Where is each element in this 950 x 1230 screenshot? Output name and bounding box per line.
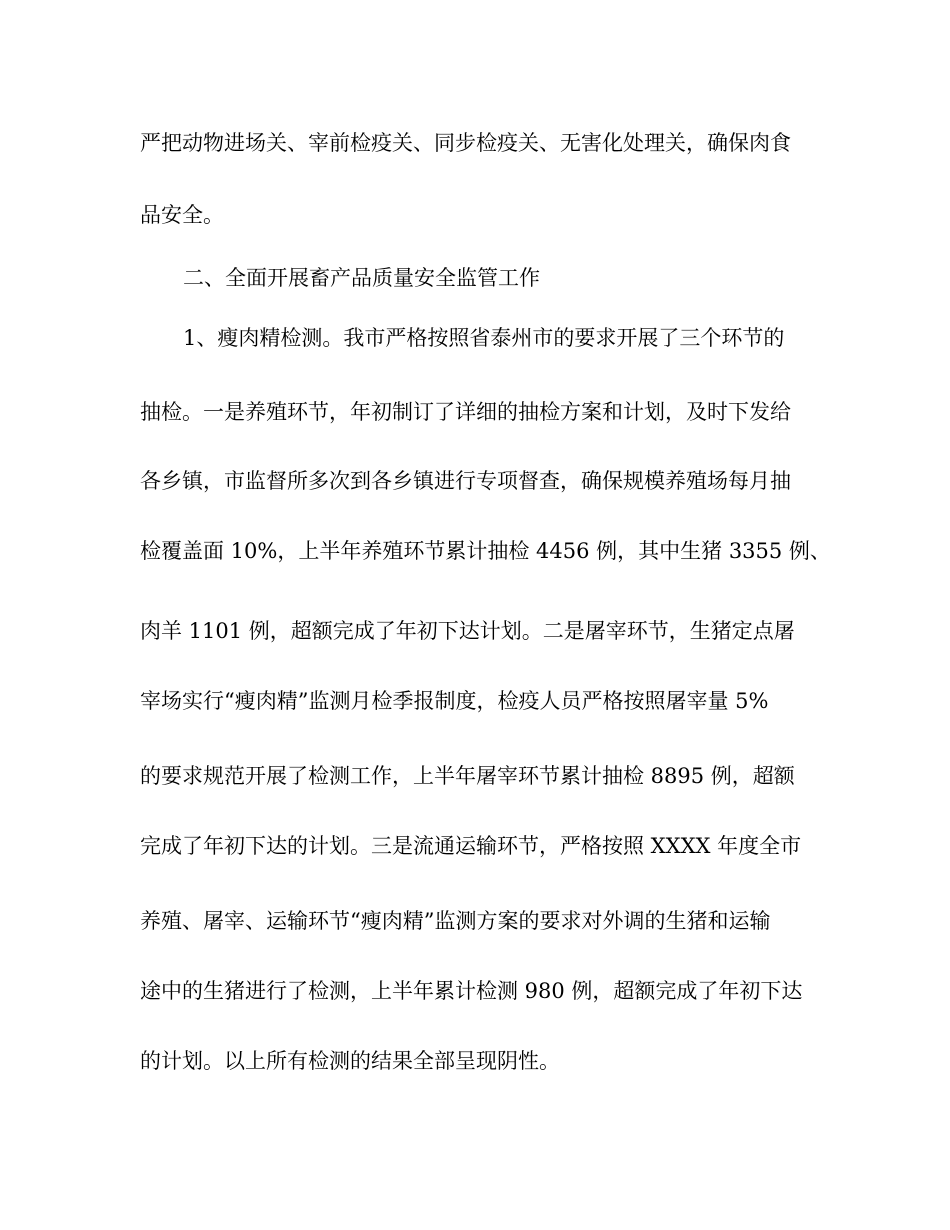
paragraph-line: 抽检。一是养殖环节，年初制订了详细的抽检方案和计划，及时下发给 bbox=[140, 400, 791, 424]
paragraph-line: 养殖、屠宰、运输环节“瘦肉精”监测方案的要求对外调的生猪和运输 bbox=[140, 909, 771, 933]
paragraph-line: 完成了年初下达的计划。三是流通运输环节，严格按照 XXXX 年度全市 bbox=[140, 834, 802, 858]
paragraph-line: 品安全。 bbox=[140, 203, 224, 227]
paragraph-line: 途中的生猪进行了检测，上半年累计检测 980 例，超额完成了年初下达 bbox=[140, 979, 803, 1003]
paragraph-line: 的计划。以上所有检测的结果全部呈现阴性。 bbox=[140, 1049, 560, 1073]
paragraph-line: 各乡镇，市监督所多次到各乡镇进行专项督查，确保规模养殖场每月抽 bbox=[140, 469, 791, 493]
paragraph-line: 1、瘦肉精检测。我市严格按照省泰州市的要求开展了三个环节的 bbox=[183, 326, 785, 350]
paragraph-line: 严把动物进场关、宰前检疫关、同步检疫关、无害化处理关，确保肉食 bbox=[140, 131, 791, 155]
paragraph-line: 检覆盖面 10%，上半年养殖环节累计抽检 4456 例，其中生猪 3355 例、 bbox=[140, 539, 831, 563]
paragraph-line: 肉羊 1101 例，超额完成了年初下达计划。二是屠宰环节，生猪定点屠 bbox=[140, 619, 795, 643]
paragraph-line: 的要求规范开展了检测工作，上半年屠宰环节累计抽检 8895 例，超额 bbox=[140, 764, 795, 788]
paragraph-line: 宰场实行“瘦肉精”监测月检季报制度，检疫人员严格按照屠宰量 5% bbox=[140, 689, 769, 713]
section-heading: 二、全面开展畜产品质量安全监管工作 bbox=[183, 266, 540, 290]
